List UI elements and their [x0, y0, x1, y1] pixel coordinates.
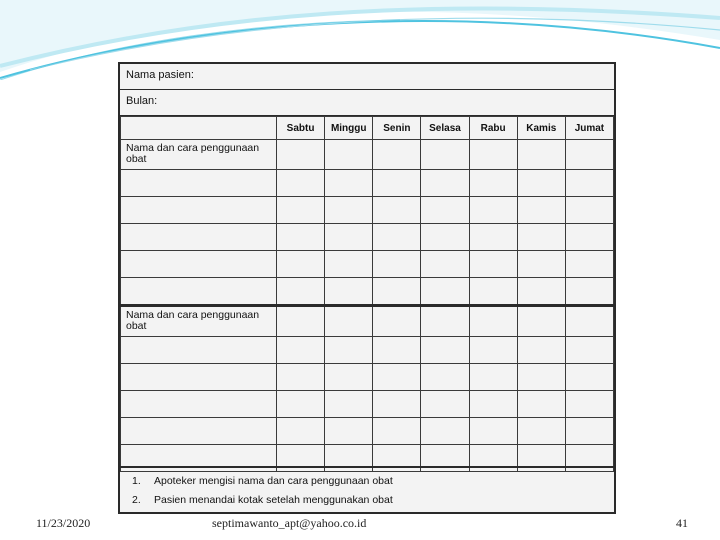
day-checkbox-cell[interactable] — [517, 391, 565, 418]
blank-header-cell — [121, 117, 277, 140]
day-checkbox-cell[interactable] — [277, 306, 325, 337]
checkbox-row — [121, 251, 614, 278]
day-checkbox-cell[interactable] — [517, 418, 565, 445]
day-checkbox-cell[interactable] — [421, 170, 469, 197]
day-checkbox-cell[interactable] — [469, 140, 517, 170]
day-checkbox-cell[interactable] — [565, 418, 613, 445]
medication-entry-cell[interactable] — [121, 170, 277, 197]
day-checkbox-cell[interactable] — [517, 224, 565, 251]
day-checkbox-cell[interactable] — [469, 364, 517, 391]
day-checkbox-cell[interactable] — [277, 224, 325, 251]
day-checkbox-cell[interactable] — [325, 337, 373, 364]
day-checkbox-cell[interactable] — [373, 224, 421, 251]
days-header-row — [121, 117, 614, 140]
day-checkbox-cell[interactable] — [325, 364, 373, 391]
day-checkbox-cell[interactable] — [517, 278, 565, 306]
day-checkbox-cell[interactable] — [277, 391, 325, 418]
medication-label-row — [121, 140, 614, 170]
instruction-item: 2. Pasien menandai kotak setelah menggunakan obat — [132, 494, 393, 506]
medication-entry-cell[interactable] — [121, 418, 277, 445]
day-checkbox-cell[interactable] — [421, 278, 469, 306]
day-checkbox-cell[interactable] — [565, 278, 613, 306]
patient-name-label: Nama pasien: — [126, 69, 194, 81]
day-checkbox-cell[interactable] — [373, 170, 421, 197]
day-checkbox-cell[interactable] — [421, 224, 469, 251]
instructions — [120, 466, 614, 512]
day-checkbox-cell[interactable] — [373, 251, 421, 278]
checkbox-row — [121, 337, 614, 364]
day-checkbox-cell[interactable] — [277, 251, 325, 278]
section-one-rows — [121, 140, 614, 306]
medication-label-row — [121, 306, 614, 337]
day-checkbox-cell[interactable] — [469, 224, 517, 251]
day-checkbox-cell[interactable] — [517, 197, 565, 224]
day-checkbox-cell[interactable] — [565, 197, 613, 224]
day-header: Rabu — [469, 117, 517, 140]
medication-entry-cell[interactable] — [121, 364, 277, 391]
instruction-item: 1. Apoteker mengisi nama dan cara penggunaan obat — [132, 475, 393, 487]
day-checkbox-cell[interactable] — [421, 140, 469, 170]
day-header: Sabtu — [277, 117, 325, 140]
day-checkbox-cell[interactable] — [277, 418, 325, 445]
day-checkbox-cell[interactable] — [517, 170, 565, 197]
day-checkbox-cell[interactable] — [421, 418, 469, 445]
day-checkbox-cell[interactable] — [277, 337, 325, 364]
checkbox-row — [121, 418, 614, 445]
day-checkbox-cell[interactable] — [469, 337, 517, 364]
patient-name-line[interactable] — [120, 64, 614, 90]
day-checkbox-cell[interactable] — [277, 140, 325, 170]
checkbox-row — [121, 391, 614, 418]
day-checkbox-cell[interactable] — [277, 197, 325, 224]
day-checkbox-cell[interactable] — [325, 140, 373, 170]
day-checkbox-cell[interactable] — [325, 170, 373, 197]
checkbox-row — [121, 197, 614, 224]
medication-grid — [120, 116, 614, 472]
checkbox-row — [121, 364, 614, 391]
day-checkbox-cell[interactable] — [469, 391, 517, 418]
day-checkbox-cell[interactable] — [373, 140, 421, 170]
footer-email: septimawanto_apt@yahoo.co.id — [212, 516, 367, 530]
medication-entry-cell[interactable] — [121, 278, 277, 306]
day-checkbox-cell[interactable] — [421, 251, 469, 278]
day-checkbox-cell[interactable] — [325, 391, 373, 418]
day-checkbox-cell[interactable] — [373, 391, 421, 418]
day-checkbox-cell[interactable] — [373, 364, 421, 391]
day-checkbox-cell[interactable] — [421, 364, 469, 391]
day-checkbox-cell[interactable] — [469, 418, 517, 445]
medication-entry-cell[interactable] — [121, 197, 277, 224]
day-checkbox-cell[interactable] — [565, 337, 613, 364]
day-checkbox-cell[interactable] — [517, 306, 565, 337]
medication-entry-cell[interactable] — [121, 337, 277, 364]
day-checkbox-cell[interactable] — [325, 306, 373, 337]
day-checkbox-cell[interactable] — [277, 170, 325, 197]
day-checkbox-cell[interactable] — [517, 140, 565, 170]
day-header: Selasa — [421, 117, 469, 140]
day-checkbox-cell[interactable] — [565, 170, 613, 197]
day-checkbox-cell[interactable] — [373, 337, 421, 364]
day-checkbox-cell[interactable] — [421, 197, 469, 224]
day-checkbox-cell[interactable] — [469, 197, 517, 224]
medication-entry-cell[interactable] — [121, 251, 277, 278]
day-checkbox-cell[interactable] — [469, 170, 517, 197]
day-header: Jumat — [565, 117, 613, 140]
day-checkbox-cell[interactable] — [325, 197, 373, 224]
day-checkbox-cell[interactable] — [325, 278, 373, 306]
day-checkbox-cell[interactable] — [517, 364, 565, 391]
checkbox-row — [121, 278, 614, 306]
medication-name-cell[interactable]: Nama dan cara penggunaan obat — [121, 140, 277, 170]
day-checkbox-cell[interactable] — [421, 391, 469, 418]
day-header: Minggu — [325, 117, 373, 140]
day-checkbox-cell[interactable] — [325, 224, 373, 251]
day-checkbox-cell[interactable] — [373, 278, 421, 306]
day-checkbox-cell[interactable] — [517, 251, 565, 278]
checkbox-row — [121, 170, 614, 197]
day-checkbox-cell[interactable] — [565, 251, 613, 278]
footer-date: 11/23/2020 — [36, 516, 91, 530]
day-checkbox-cell[interactable] — [469, 278, 517, 306]
checkbox-row — [121, 224, 614, 251]
section-two-rows — [121, 306, 614, 472]
day-checkbox-cell[interactable] — [469, 251, 517, 278]
day-checkbox-cell[interactable] — [373, 418, 421, 445]
day-checkbox-cell[interactable] — [565, 140, 613, 170]
day-checkbox-cell[interactable] — [277, 364, 325, 391]
day-checkbox-cell[interactable] — [517, 337, 565, 364]
day-checkbox-cell[interactable] — [565, 224, 613, 251]
day-checkbox-cell[interactable] — [325, 251, 373, 278]
month-label: Bulan: — [126, 95, 158, 107]
day-checkbox-cell[interactable] — [565, 391, 613, 418]
day-header: Kamis — [517, 117, 565, 140]
day-header: Senin — [373, 117, 421, 140]
day-checkbox-cell[interactable] — [325, 418, 373, 445]
day-checkbox-cell[interactable] — [565, 306, 613, 337]
day-checkbox-cell[interactable] — [421, 306, 469, 337]
page-number: 41 — [676, 516, 688, 530]
day-checkbox-cell[interactable] — [469, 306, 517, 337]
day-checkbox-cell[interactable] — [421, 337, 469, 364]
month-line[interactable] — [120, 90, 614, 116]
day-checkbox-cell[interactable] — [373, 197, 421, 224]
day-checkbox-cell[interactable] — [277, 278, 325, 306]
medication-entry-cell[interactable] — [121, 391, 277, 418]
day-checkbox-cell[interactable] — [373, 306, 421, 337]
medication-entry-cell[interactable] — [121, 224, 277, 251]
day-checkbox-cell[interactable] — [565, 364, 613, 391]
medication-name-cell[interactable]: Nama dan cara penggunaan obat — [121, 306, 277, 337]
medication-calendar-form — [118, 62, 616, 514]
